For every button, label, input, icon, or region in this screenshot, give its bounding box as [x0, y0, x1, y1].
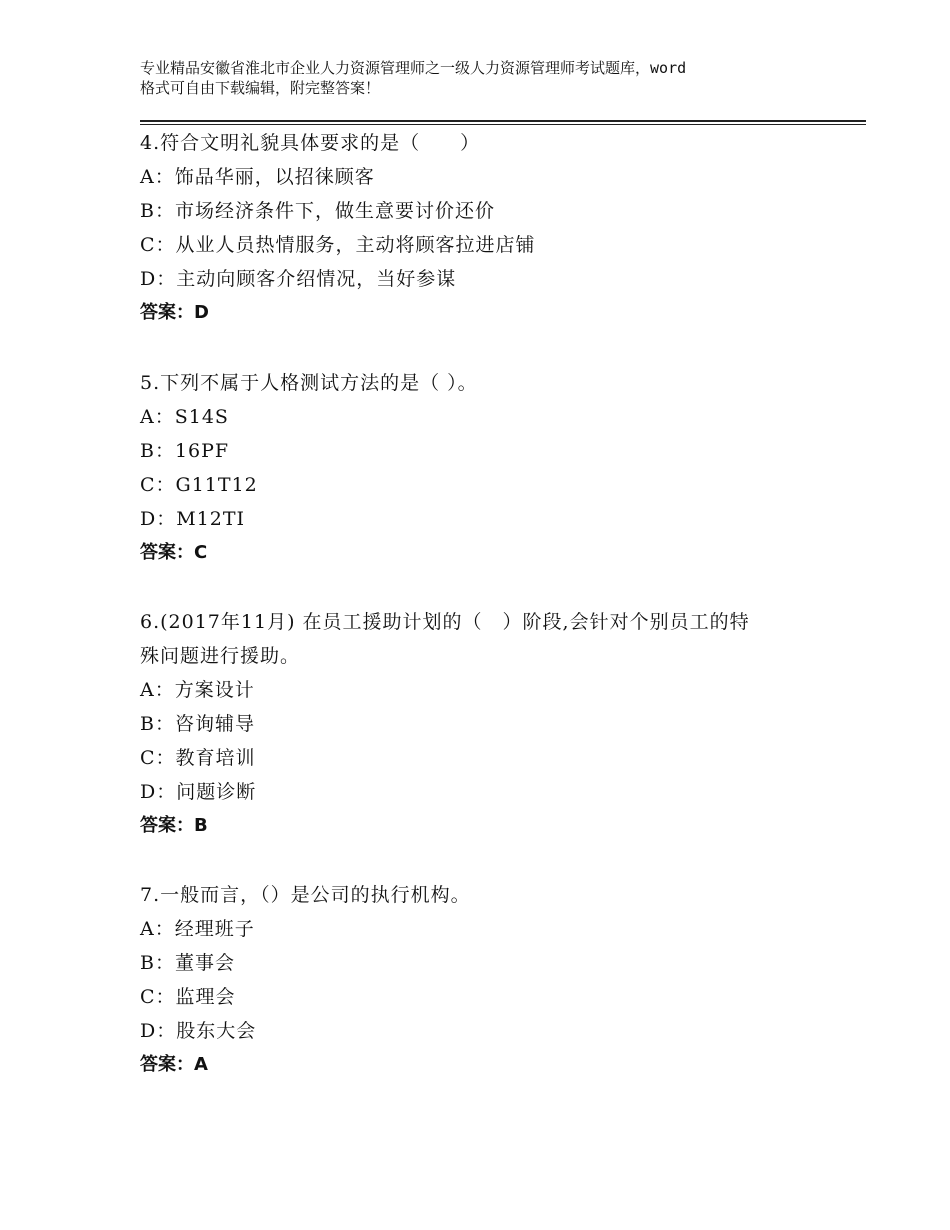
header-title-line-2: 格式可自由下载编辑，附完整答案！	[140, 79, 381, 97]
header-title-line-1: 专业精品安徽省淮北市企业人力资源管理师之一级人力资源管理师考试题库，word	[140, 59, 687, 77]
option-d: D：主动向顾客介绍情况，当好参谋	[140, 268, 457, 290]
answer: 答案：B	[140, 815, 208, 836]
option-a: A：方案设计	[140, 679, 255, 701]
option-c: C：G11T12	[140, 474, 258, 496]
option-a: A：饰品华丽，以招徕顾客	[140, 166, 375, 188]
option-a: A：S14S	[140, 406, 229, 428]
option-c: C：从业人员热情服务，主动将顾客拉进店铺	[140, 234, 536, 256]
question-stem: 4.符合文明礼貌具体要求的是（ ）	[140, 132, 481, 154]
answer: 答案：D	[140, 302, 209, 323]
option-d: D：问题诊断	[140, 781, 257, 803]
header-divider	[140, 120, 866, 122]
option-d: D：股东大会	[140, 1020, 257, 1042]
option-a: A：经理班子	[140, 918, 255, 940]
header-divider-thin	[140, 124, 866, 125]
document-header	[140, 58, 830, 98]
question-4	[140, 126, 830, 330]
option-c: C：教育培训	[140, 747, 256, 769]
answer: 答案：C	[140, 542, 208, 563]
option-c: C：监理会	[140, 986, 236, 1008]
option-b: B：董事会	[140, 952, 235, 974]
option-b: B：16PF	[140, 440, 230, 462]
question-5	[140, 366, 830, 570]
question-stem: 6.(2017年11月) 在员工援助计划的（ ）阶段,会针对个别员工的特	[140, 611, 750, 633]
question-stem: 5.下列不属于人格测试方法的是（ ）。	[140, 372, 478, 394]
question-6	[140, 605, 830, 843]
question-7	[140, 878, 830, 1082]
question-stem-continued: 殊问题进行援助。	[140, 645, 301, 667]
question-stem: 7.一般而言，（）是公司的执行机构。	[140, 884, 471, 906]
answer: 答案：A	[140, 1054, 208, 1075]
option-d: D：M12TI	[140, 508, 246, 530]
option-b: B：咨询辅导	[140, 713, 255, 735]
option-b: B：市场经济条件下，做生意要讨价还价	[140, 200, 495, 222]
